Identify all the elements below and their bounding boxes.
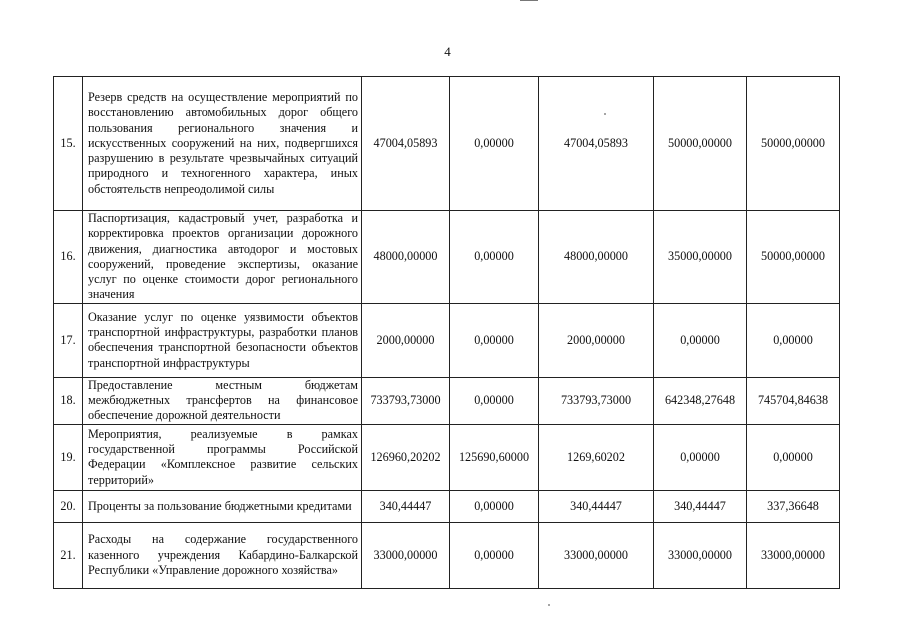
table-row [54, 377, 840, 424]
value-col-5: 0,00000 [747, 303, 840, 377]
value-col-2: 0,00000 [450, 377, 539, 424]
value-col-2: 0,00000 [450, 490, 539, 522]
scan-speck [548, 604, 550, 606]
row-description: Проценты за пользование бюджетными кредитами [83, 490, 362, 522]
value-col-1: 340,44447 [362, 490, 450, 522]
value-col-2: 125690,60000 [450, 424, 539, 490]
table-row [54, 490, 840, 522]
page-number: 4 [444, 44, 451, 59]
row-number: 20. [54, 490, 83, 522]
value-col-5: 50000,00000 [747, 211, 840, 304]
value-col-5: 337,36648 [747, 490, 840, 522]
value-col-3: 33000,00000 [539, 522, 654, 588]
page-top-mark [520, 0, 538, 4]
row-number: 19. [54, 424, 83, 490]
value-col-3: 733793,73000 [539, 377, 654, 424]
value-col-3: 48000,00000 [539, 211, 654, 304]
row-description: Оказание услуг по оценке уязвимости объектов транспортной инфраструктуры, разработки планов обеспечения транспортной безопасности объектов транспортной инфраструктуры [83, 303, 362, 377]
value-col-4: 642348,27648 [654, 377, 747, 424]
value-col-1: 126960,20202 [362, 424, 450, 490]
table-row [54, 303, 840, 377]
value-col-1: 2000,00000 [362, 303, 450, 377]
value-col-3: 340,44447 [539, 490, 654, 522]
row-number: 21. [54, 522, 83, 588]
table-row [54, 211, 840, 304]
row-description: Резерв средств на осуществление мероприятий по восстановлению автомобильных дорог общего пользования регионального значения и искусственных сооружений на них, подвергшихся разрушению в результате чрезвычайных ситуаций природного и техногенного характера, иных обстоятельств непреодолимой силы [83, 77, 362, 211]
value-col-5: 745704,84638 [747, 377, 840, 424]
row-description: Паспортизация, кадастровый учет, разработка и корректировка проектов организации дорожного движения, диагностика автодорог и мостовых сооружений, проведение экспертизы, оказание услуг по оценке стоимости дорог регионального значения [83, 211, 362, 304]
value-col-4: 35000,00000 [654, 211, 747, 304]
scan-speck [604, 113, 606, 115]
value-col-1: 733793,73000 [362, 377, 450, 424]
value-col-1: 48000,00000 [362, 211, 450, 304]
value-col-1: 33000,00000 [362, 522, 450, 588]
row-number: 18. [54, 377, 83, 424]
row-number: 15. [54, 77, 83, 211]
value-col-4: 50000,00000 [654, 77, 747, 211]
row-number: 17. [54, 303, 83, 377]
value-col-3: 47004,05893 [539, 77, 654, 211]
value-col-2: 0,00000 [450, 522, 539, 588]
row-description: Расходы на содержание государственного казенного учреждения Кабардино-Балкарской Республики «Управление дорожного хозяйства» [83, 522, 362, 588]
value-col-4: 0,00000 [654, 303, 747, 377]
table-row [54, 77, 840, 211]
value-col-2: 0,00000 [450, 77, 539, 211]
value-col-1: 47004,05893 [362, 77, 450, 211]
row-number: 16. [54, 211, 83, 304]
value-col-3: 1269,60202 [539, 424, 654, 490]
value-col-4: 340,44447 [654, 490, 747, 522]
value-col-4: 33000,00000 [654, 522, 747, 588]
row-description: Мероприятия, реализуемые в рамках государственной программы Российской Федерации «Комплексное развитие сельских территорий» [83, 424, 362, 490]
budget-table-body [54, 77, 840, 589]
table-row [54, 424, 840, 490]
table-row [54, 522, 840, 588]
value-col-4: 0,00000 [654, 424, 747, 490]
value-col-5: 50000,00000 [747, 77, 840, 211]
value-col-2: 0,00000 [450, 211, 539, 304]
value-col-5: 33000,00000 [747, 522, 840, 588]
budget-table [53, 76, 840, 589]
value-col-2: 0,00000 [450, 303, 539, 377]
row-description: Предоставление местным бюджетам межбюджетных трансфертов на финансовое обеспечение дорожной деятельности [83, 377, 362, 424]
value-col-3: 2000,00000 [539, 303, 654, 377]
value-col-5: 0,00000 [747, 424, 840, 490]
